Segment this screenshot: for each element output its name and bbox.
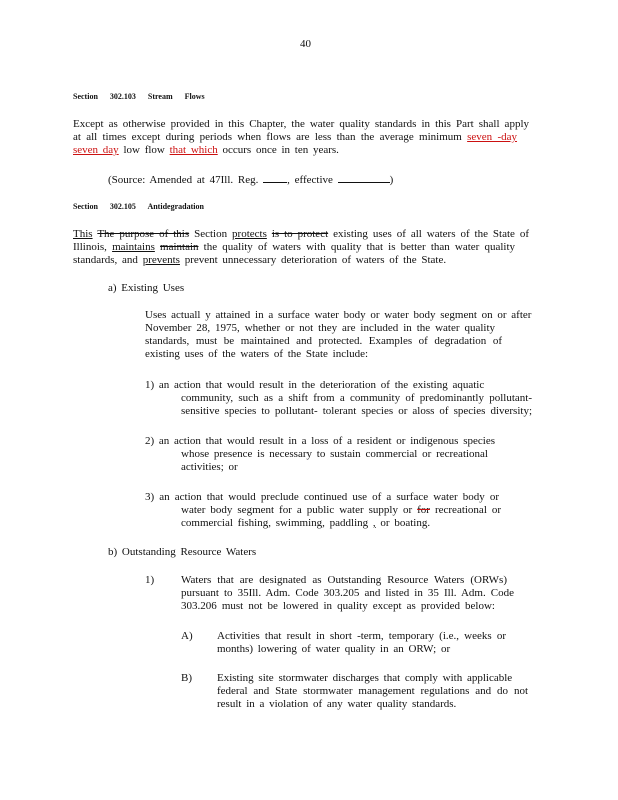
inserted-text: protects [232,228,267,240]
antidegradation-line-1: This The purpose of this Section protects is to protect existing uses of all waters of the State of [73,228,530,240]
list-item-2-line-2: whose presence is necessary to sustain commercial or recreational [181,448,488,460]
inserted-text: seven -day [467,131,518,143]
section-title: Flows [184,92,205,101]
orw-line-1: Waters that are designated as Outstanding Resource Waters (ORWs) [181,574,507,586]
list-item-2-line-1: 2) an action that would result in a loss of a resident or indigenous species [145,435,495,447]
deleted-text: is to protect [271,228,329,240]
inserted-text: prevents [142,254,180,266]
section-word: Section [73,92,98,101]
section-number: 302.103 [109,92,136,101]
section-303-heading [73,90,205,103]
deleted-text: for [417,504,430,516]
stormwater-line-3: result in a violation of any water quality standards. [217,698,457,710]
antidegradation-line-2: Illinois, maintains maintain the quality of waters with quality that is better than water quality [73,241,516,253]
item-label-b: B) [181,672,192,684]
list-item-3-line-1: 3) an action that would preclude continued use of a surface water body or [145,491,499,503]
revised-text: seven day [73,144,119,156]
existing-uses-line-4: existing uses of the waters of the State include: [145,348,369,360]
section-title: Stream [147,92,173,101]
inserted-text: maintains [112,241,155,253]
deleted-text: The purpose of this [97,228,190,240]
deleted-text: maintain [160,241,199,253]
antidegradation-line-3: standards, and prevents prevent unnecessary deterioration of waters of the State. [73,254,447,266]
list-item-2-line-3: activities; or [181,461,238,473]
section-305-heading [73,200,204,213]
blank-field [263,172,287,183]
item-label-a: A) [181,630,193,642]
page-number: 40 [300,38,311,50]
subsection-a-heading: a) Existing Uses [108,282,185,294]
section-number: 302.105 [109,202,136,211]
list-item-1-line-3: sensitive species to pollutant- tolerant species or aloss of species diversity; [181,405,532,417]
existing-uses-line-3: standards, must be maintained and protected. Examples of degradation of [145,335,502,347]
subsection-b-heading: b) Outstanding Resource Waters [108,546,257,558]
section-word: Section [73,202,98,211]
orw-line-2: pursuant to 35Ill. Adm. Code 303.205 and listed in 35 Ill. Adm. Code [181,587,514,599]
existing-uses-line-2: November 28, 1975, whether or not they are included in the water quality [145,322,495,334]
list-item-3-line-3: commercial fishing, swimming, paddling , or boating. [181,517,431,529]
blank-field [338,172,390,183]
source-note: (Source: Amended at 47Ill. Reg. , effective ) [108,174,394,186]
list-item-3-line-2: water body segment for a public water supply or for recreational or [181,504,502,516]
activities-line-1: Activities that result in short -term, temporary (i.e., weeks or [217,630,506,642]
list-item-1-line-1: 1) an action that would result in the deterioration of the existing aquatic [145,379,485,391]
section-title: Antidegradation [147,202,204,211]
existing-uses-line-1: Uses actuall y attained in a surface water body or water body segment on or after [145,309,532,321]
inserted-text: This [73,228,93,240]
inserted-text: that which [169,144,218,156]
flows-paragraph-line-1: Except as otherwise provided in this Chapter, the water quality standards in this Part shall apply [73,118,529,130]
inserted-text: , [372,517,376,529]
stormwater-line-2: federal and State stormwater management regulations and do not [217,685,528,697]
orw-line-3: 303.206 must not be lowered in quality except as provided below: [181,600,495,612]
stormwater-line-1: Existing site stormwater discharges that comply with applicable [217,672,513,684]
flows-paragraph-line-3: seven day low flow that which occurs once in ten years. [73,144,339,156]
flows-paragraph-line-2: at all times except during periods when flows are less than the average minimum seven -day [73,131,518,143]
item-number: 1) [145,574,155,586]
list-item-1-line-2: community, such as a shift from a community of predominantly pollutant- [181,392,532,404]
activities-line-2: months) lowering of water quality in an ORW; or [217,643,451,655]
